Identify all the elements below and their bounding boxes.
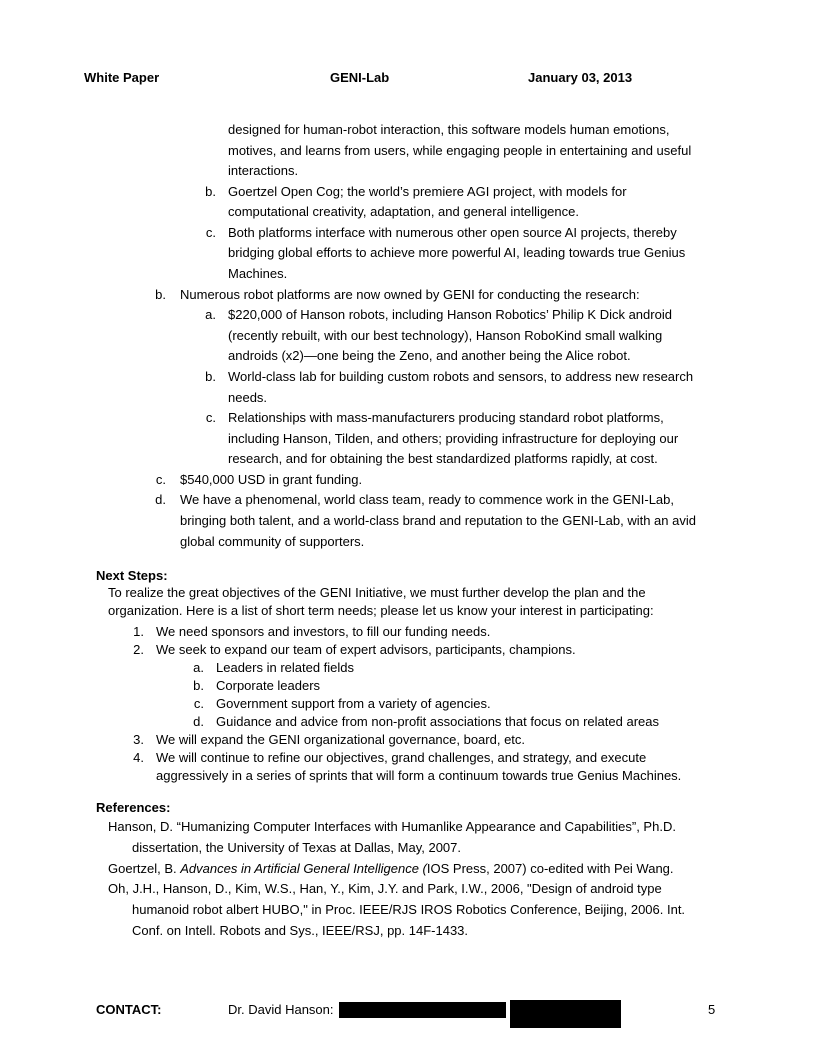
list-item-text: Numerous robot platforms are now owned by GENI for conducting the research:: [180, 287, 640, 302]
reference-title: Advances in Artificial General Intelligence (: [180, 861, 427, 876]
header-left: White Paper: [84, 70, 160, 85]
reference-line: dissertation, the University of Texas at Dallas, May, 2007.: [132, 840, 462, 855]
header-date: January 03, 2013: [528, 70, 633, 85]
list-item-text: global community of supporters.: [180, 534, 365, 549]
list-item-text: including Hanson, Tilden, and others; providing infrastructure for deploying our: [228, 431, 679, 446]
list-item-text: $540,000 USD in grant funding.: [180, 472, 363, 487]
list-item-text: Goertzel Open Cog; the world’s premiere AGI project, with models for: [228, 184, 627, 199]
continuation-line: interactions.: [228, 163, 299, 178]
page-number: 5: [708, 1002, 716, 1017]
list-label: d.: [193, 714, 204, 729]
list-item-text: needs.: [228, 390, 268, 405]
list-item-text: aggressively in a series of sprints that will form a continuum towards true Genius Machines.: [156, 768, 682, 783]
list-item-text: research, and for obtaining the best standardized platforms rapidly, at cost.: [228, 451, 658, 466]
references-heading: References:: [96, 800, 171, 815]
list-item-text: Leaders in related fields: [216, 660, 355, 675]
list-item-text: Both platforms interface with numerous other open source AI projects, thereby: [228, 225, 677, 240]
list-label: 2.: [133, 642, 144, 657]
list-item-text: computational creativity, adaptation, and general intelligence.: [228, 204, 579, 219]
list-label: 1.: [133, 624, 144, 639]
list-label: a.: [193, 660, 204, 675]
list-item-text: Guidance and advice from non-profit associations that focus on related areas: [216, 714, 659, 729]
list-item-text: (recently rebuilt, with our best technology), Hanson RoboKind small walking: [228, 328, 663, 343]
list-item-text: We seek to expand our team of expert advisors, participants, champions.: [156, 642, 576, 657]
reference-line: Hanson, D. “Humanizing Computer Interfaces with Humanlike Appearance and Capabilities”, Ph.D.: [108, 819, 676, 834]
reference-line: humanoid robot albert HUBO," in Proc. IEEE/RJS IROS Robotics Conference, Beijing, 2006. Int.: [132, 902, 686, 917]
continuation-line: motives, and learns from users, while engaging people in entertaining and useful: [228, 143, 692, 158]
list-label: c.: [193, 696, 204, 711]
list-item-text: We will expand the GENI organizational governance, board, etc.: [156, 732, 526, 747]
redaction-bar: [339, 1002, 506, 1018]
list-label: 3.: [133, 732, 144, 747]
reference-line: Conf. on Intell. Robots and Sys., IEEE/RSJ, pp. 14F-1433.: [132, 923, 469, 938]
next-steps-intro: organization. Here is a list of short term needs; please let us know your interest in participating:: [108, 603, 654, 618]
list-item-text: bringing both talent, and a world-class brand and reputation to the GENI-Lab, with an avid: [180, 513, 696, 528]
next-steps-intro: To realize the great objectives of the GENI Initiative, we must further develop the plan and the: [108, 585, 646, 600]
list-label: a.: [205, 307, 216, 322]
list-label: c.: [205, 410, 216, 425]
list-label: b.: [205, 184, 216, 199]
list-label: d.: [155, 492, 166, 507]
list-item-text: $220,000 of Hanson robots, including Hanson Robotics’ Philip K Dick android: [228, 307, 672, 322]
list-item-text: bridging global efforts to achieve more powerful AI, leading towards true Genius: [228, 245, 686, 260]
reference-line: [108, 861, 674, 876]
footer-contact-name: Dr. David Hanson:: [228, 1002, 334, 1017]
continuation-line: designed for human-robot interaction, this software models human emotions,: [228, 122, 670, 137]
redaction-bar: [510, 1000, 621, 1028]
list-item-text: We have a phenomenal, world class team, ready to commence work in the GENI-Lab,: [180, 492, 674, 507]
list-label: b.: [155, 287, 166, 302]
list-label: b.: [205, 369, 216, 384]
list-item-text: Relationships with mass-manufacturers producing standard robot platforms,: [228, 410, 664, 425]
list-label: c.: [155, 472, 166, 487]
header-center: GENI-Lab: [330, 70, 390, 85]
reference-prefix: Goertzel, B.: [108, 861, 181, 876]
footer-contact-label: CONTACT:: [96, 1002, 162, 1017]
list-item-text: We will continue to refine our objectives, grand challenges, and strategy, and execute: [156, 750, 647, 765]
list-item-text: androids (x2)—one being the Zeno, and another being the Alice robot.: [228, 348, 631, 363]
list-item-text: World-class lab for building custom robots and sensors, to address new research: [228, 369, 694, 384]
reference-suffix: IOS Press, 2007) co-edited with Pei Wang.: [426, 861, 674, 876]
reference-line: Oh, J.H., Hanson, D., Kim, W.S., Han, Y., Kim, J.Y. and Park, I.W., 2006, "Design of android type: [108, 881, 662, 896]
list-label: c.: [205, 225, 216, 240]
list-item-text: We need sponsors and investors, to fill our funding needs.: [156, 624, 491, 639]
list-item-text: Government support from a variety of agencies.: [216, 696, 491, 711]
next-steps-heading: Next Steps:: [96, 568, 168, 583]
list-label: b.: [193, 678, 204, 693]
list-item-text: Corporate leaders: [216, 678, 321, 693]
list-item-text: Machines.: [228, 266, 288, 281]
list-label: 4.: [133, 750, 144, 765]
